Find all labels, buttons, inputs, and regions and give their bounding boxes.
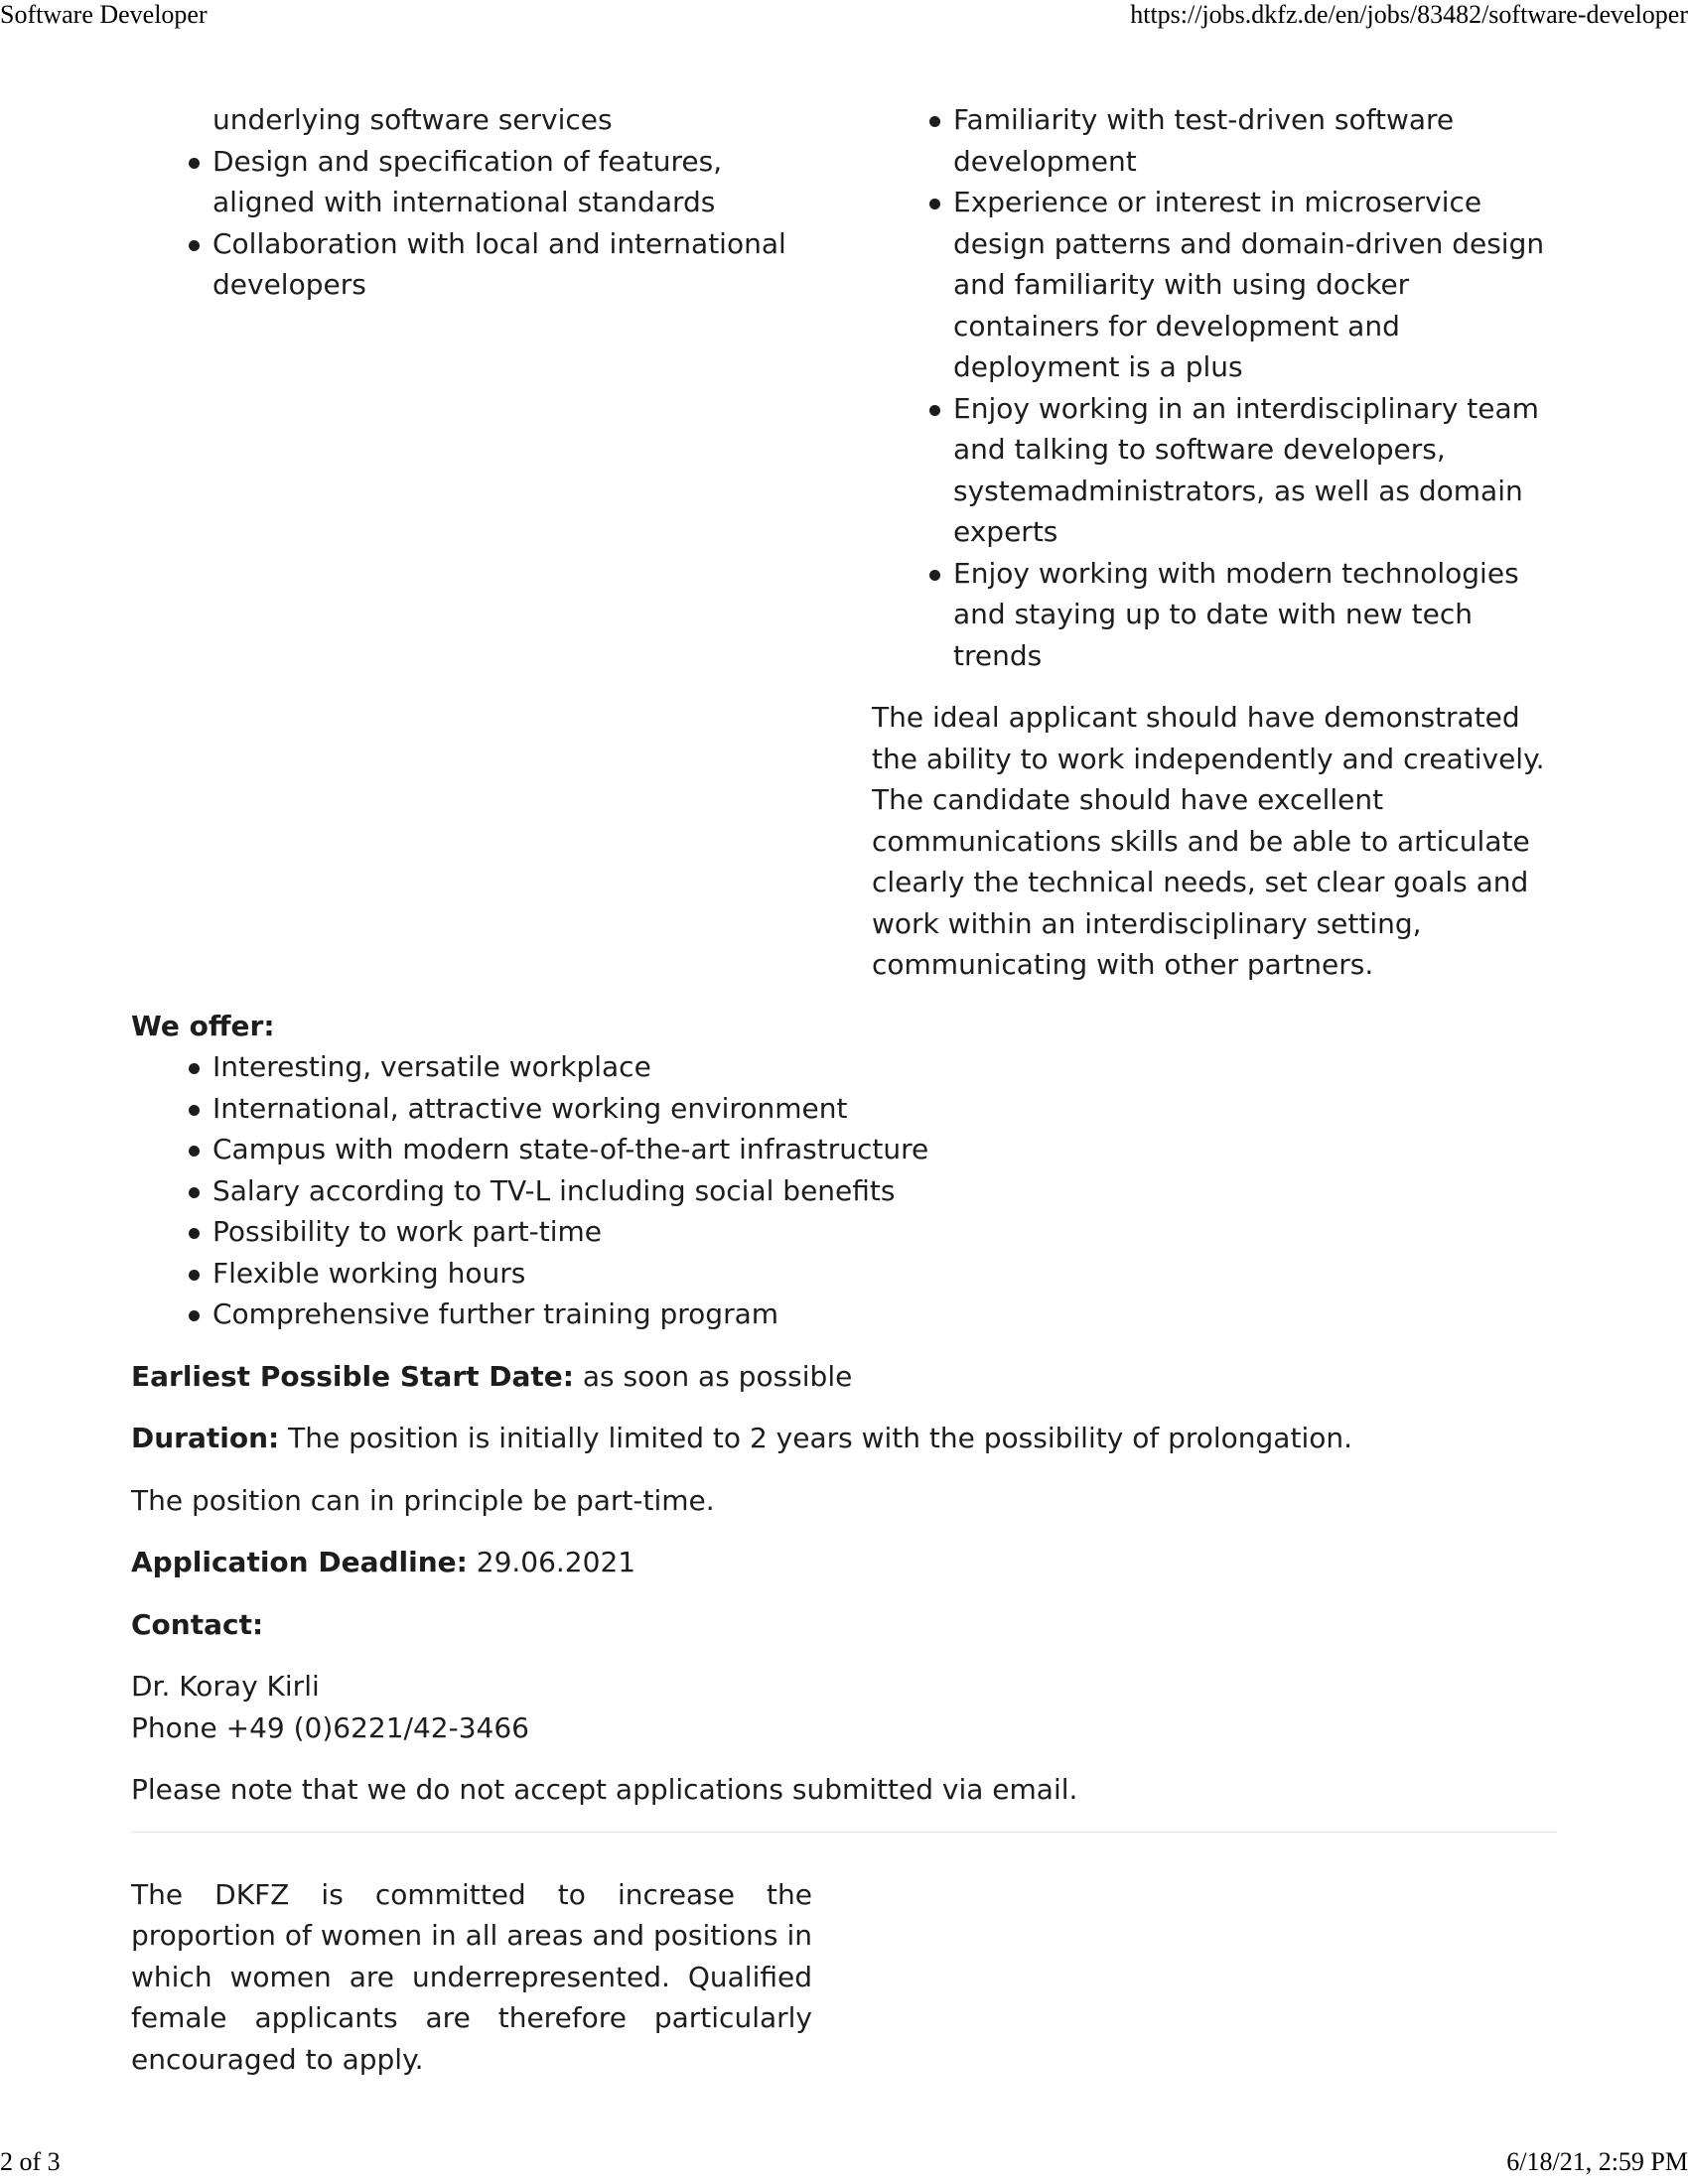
requirements-column	[872, 99, 1557, 986]
list-item: Enjoy working in an interdisciplinary team and talking to software developers, systemadministrators, as well as domain experts	[953, 388, 1557, 553]
print-footer	[0, 2147, 1688, 2181]
start-date-line	[131, 1356, 1557, 1398]
tasks-list	[131, 99, 816, 306]
duration-line	[131, 1418, 1557, 1459]
tasks-column	[131, 99, 816, 306]
start-date-label: Earliest Possible Start Date:	[131, 1359, 574, 1393]
start-date-value: as soon as possible	[582, 1359, 853, 1393]
list-item: Campus with modern state-of-the-art infrastructure	[212, 1129, 1557, 1170]
list-item: International, attractive working environment	[212, 1088, 1557, 1130]
list-item: Comprehensive further training program	[212, 1294, 1557, 1335]
list-item: Collaboration with local and international developers	[212, 223, 816, 306]
print-header-url: https://jobs.dkfz.de/en/jobs/83482/software-developer	[1130, 0, 1688, 29]
contact-name: Dr. Koray Kirli	[131, 1670, 320, 1703]
email-note: Please note that we do not accept applications submitted via email.	[131, 1773, 1078, 1806]
job-posting-content	[131, 99, 1557, 2080]
list-item: Enjoy working with modern technologies and staying up to date with new tech trends	[953, 553, 1557, 677]
page-number: 2 of 3	[0, 2147, 61, 2176]
two-column-section	[131, 99, 1557, 986]
duration-value: The position is initially limited to 2 years with the possibility of prolongation.	[288, 1422, 1353, 1454]
offer-heading: We offer:	[131, 1009, 275, 1042]
list-item: Interesting, versatile workplace	[212, 1046, 1557, 1088]
ideal-applicant-paragraph: The ideal applicant should have demonstrated the ability to work independently and creatively. The candidate should have excellent communications skills and be able to articulate clearly the technical needs, set clear goals and work within an interdisciplinary setting, communicating with other partners.	[872, 701, 1545, 981]
list-item: Design and specification of features, aligned with international standards	[212, 141, 816, 223]
list-item: Flexible working hours	[212, 1253, 1557, 1295]
contact-block	[131, 1666, 1557, 1748]
deadline-value: 29.06.2021	[476, 1546, 636, 1578]
part-time-note: The position can in principle be part-time.	[131, 1483, 715, 1517]
list-item: Familiarity with test-driven software development	[953, 99, 1557, 182]
print-header-title: Software Developer	[0, 0, 208, 29]
list-item: Experience or interest in microservice design patterns and domain-driven design and familiarity with using docker containers for development and deployment is a plus	[953, 182, 1557, 388]
print-header	[0, 0, 1688, 34]
list-item: Salary according to TV-L including social benefits	[212, 1170, 1557, 1212]
contact-phone: Phone +49 (0)6221/42-3466	[131, 1710, 529, 1744]
deadline-label: Application Deadline:	[131, 1546, 468, 1578]
contact-heading: Contact:	[131, 1607, 264, 1641]
print-datetime: 6/18/21, 2:59 PM	[1506, 2147, 1688, 2176]
requirements-list	[872, 99, 1557, 676]
list-item: Possibility to work part-time	[212, 1211, 1557, 1253]
divider	[131, 1832, 1557, 1833]
list-item: underlying software services	[212, 103, 613, 136]
offer-list	[131, 1046, 1557, 1335]
deadline-line	[131, 1542, 1557, 1583]
duration-label: Duration:	[131, 1422, 280, 1454]
equality-statement: The DKFZ is committed to increase the proportion of women in all areas and positions in which women are underrepresented. Qualified female applicants are therefore particularly encouraged to apply.	[131, 1877, 812, 2076]
